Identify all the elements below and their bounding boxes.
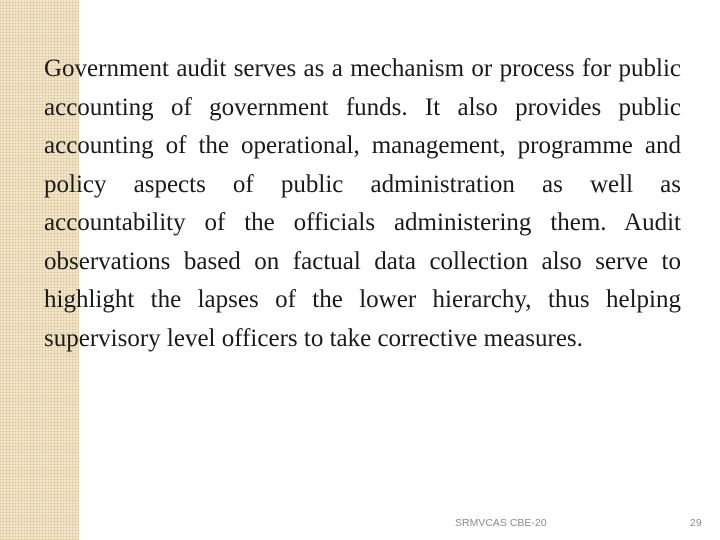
slide-footer: SRMVCAS CBE-20 [455, 517, 547, 529]
slide-page-number: 29 [690, 517, 702, 529]
slide-body-text: Government audit serves as a mechanism or process for public accounting of government funds. It also provides public accounting of the operational, management, programme and policy aspects of public administration as well as accountability of the officials administering them. Audit observations based on factual data collection also serve to highlight the lapses of the lower hierarchy, thus helping supervisory level officers to take corrective measures. [44, 55, 681, 352]
